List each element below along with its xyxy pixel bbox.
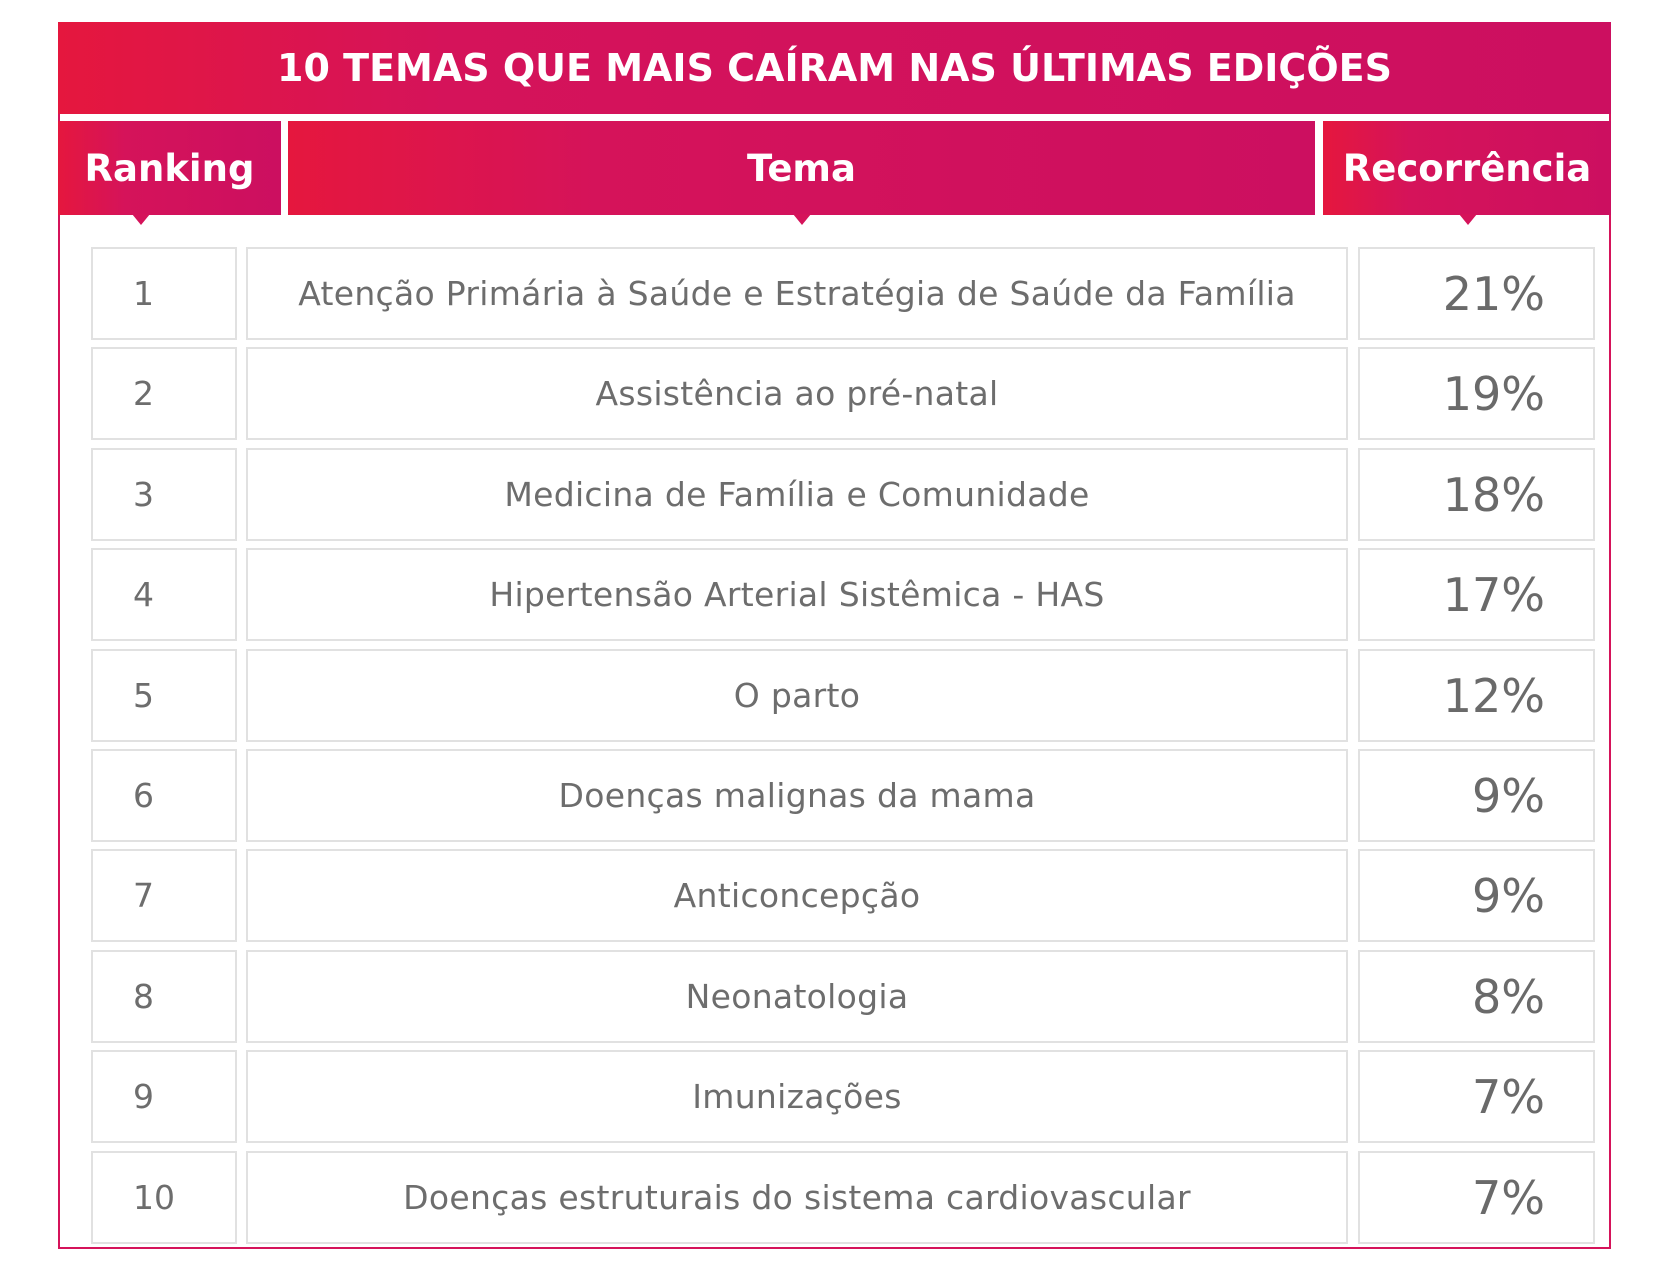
tema-cell: Atenção Primária à Saúde e Estratégia de Saúde da Família <box>246 247 1348 340</box>
recorrencia-cell: 12% <box>1358 649 1595 742</box>
tema-cell: Neonatologia <box>246 950 1348 1043</box>
recorrencia-cell: 18% <box>1358 448 1595 541</box>
tema-cell: Assistência ao pré-natal <box>246 347 1348 440</box>
tema-cell: O parto <box>246 649 1348 742</box>
ranking-cell: 9 <box>91 1050 237 1143</box>
recorrencia-cell: 9% <box>1358 849 1595 942</box>
column-header-recorrencia: Recorrência <box>1323 121 1611 215</box>
tema-cell: Hipertensão Arterial Sistêmica - HAS <box>246 548 1348 641</box>
tema-cell: Doenças malignas da mama <box>246 749 1348 842</box>
recorrencia-cell: 21% <box>1358 247 1595 340</box>
tema-cell: Anticoncepção <box>246 849 1348 942</box>
column-header-tema: Tema <box>288 121 1315 215</box>
recorrencia-cell: 9% <box>1358 749 1595 842</box>
header-pointer-recorrencia-icon <box>1459 214 1477 225</box>
table-title: 10 TEMAS QUE MAIS CAÍRAM NAS ÚLTIMAS EDIÇÕES <box>277 46 1392 90</box>
tema-cell: Medicina de Família e Comunidade <box>246 448 1348 541</box>
header-pointer-ranking-icon <box>132 214 150 225</box>
header-pointer-tema-icon <box>793 214 811 225</box>
ranking-cell: 6 <box>91 749 237 842</box>
tema-cell: Imunizações <box>246 1050 1348 1143</box>
ranking-cell: 10 <box>91 1151 237 1244</box>
ranking-cell: 2 <box>91 347 237 440</box>
ranking-cell: 8 <box>91 950 237 1043</box>
ranking-cell: 5 <box>91 649 237 742</box>
recorrencia-cell: 8% <box>1358 950 1595 1043</box>
ranking-cell: 3 <box>91 448 237 541</box>
ranking-cell: 1 <box>91 247 237 340</box>
tema-cell: Doenças estruturais do sistema cardiovascular <box>246 1151 1348 1244</box>
recorrencia-cell: 19% <box>1358 347 1595 440</box>
recorrencia-cell: 7% <box>1358 1151 1595 1244</box>
recorrencia-cell: 17% <box>1358 548 1595 641</box>
title-bar <box>58 22 1611 114</box>
column-header-ranking: Ranking <box>58 121 281 215</box>
ranking-cell: 7 <box>91 849 237 942</box>
ranking-cell: 4 <box>91 548 237 641</box>
recorrencia-cell: 7% <box>1358 1050 1595 1143</box>
